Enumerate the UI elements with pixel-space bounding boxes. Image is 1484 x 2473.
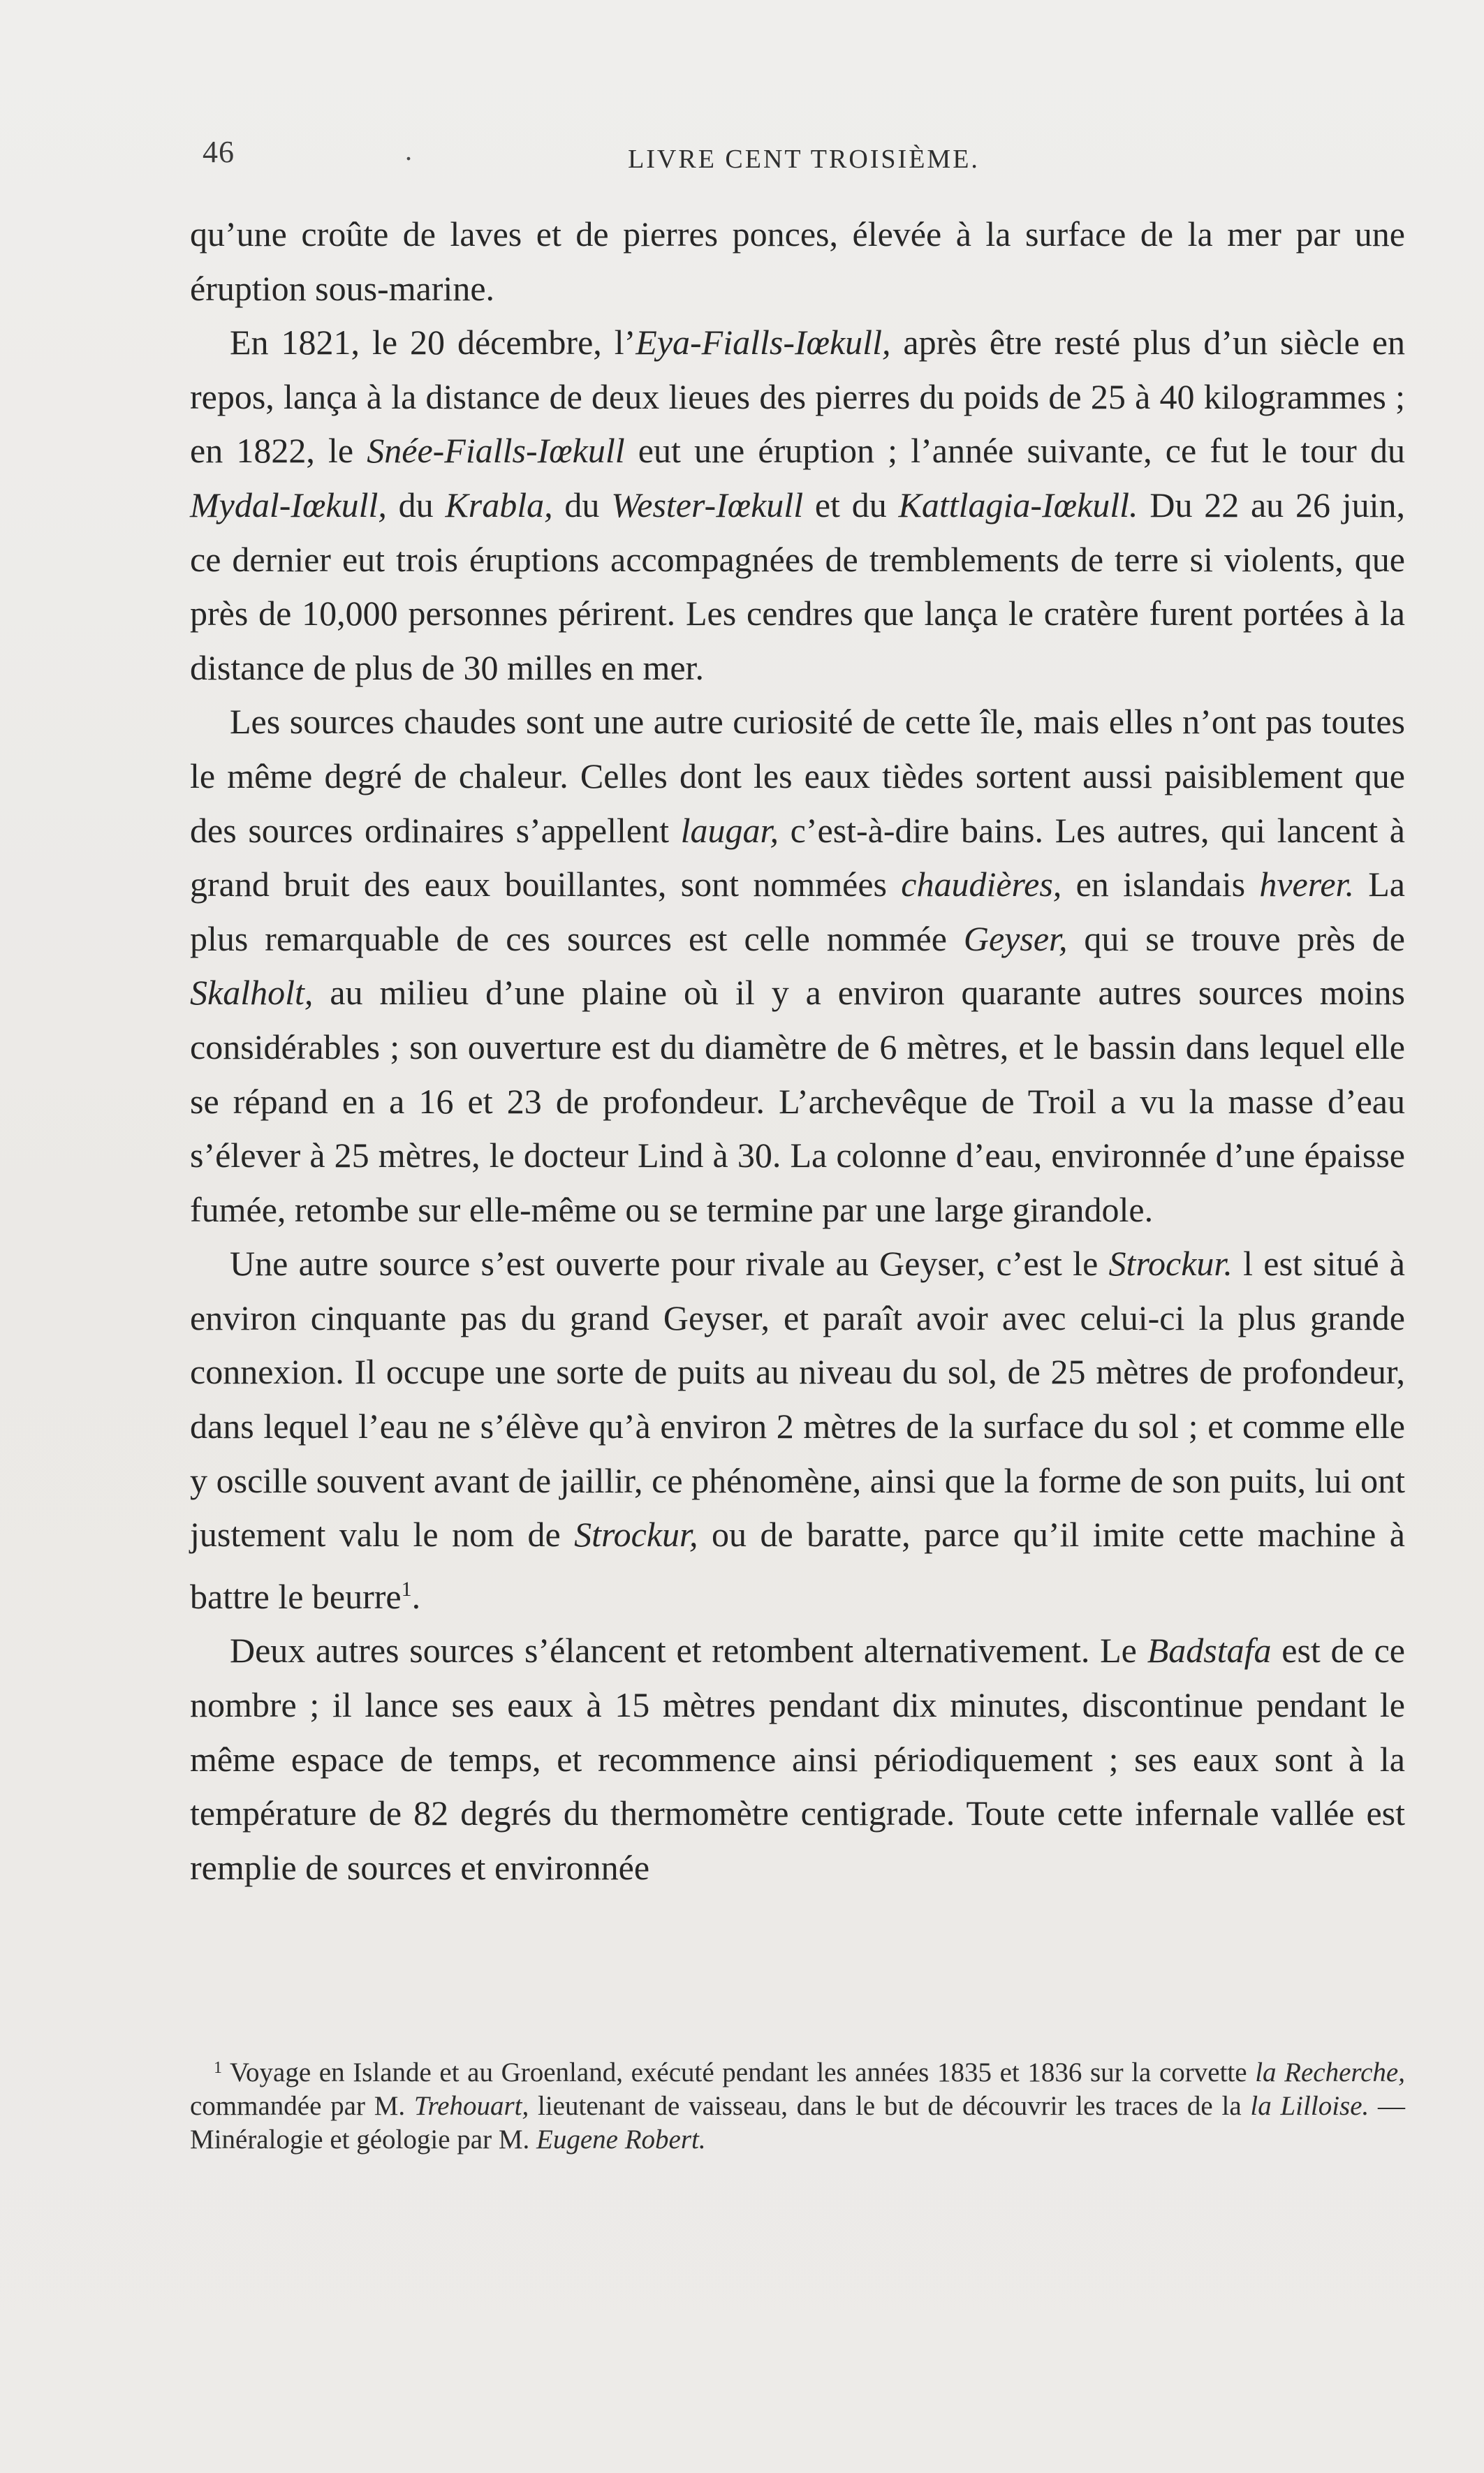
footnote-marker: 1 bbox=[214, 2059, 222, 2077]
paragraph-2 bbox=[190, 316, 1405, 695]
italic-term: Eugene Robert. bbox=[536, 2125, 706, 2155]
text-run: La plus remarquable de ces sources est celle nommée bbox=[190, 865, 1405, 958]
italic-term: Strockur, bbox=[574, 1515, 698, 1555]
italic-term: hverer. bbox=[1259, 865, 1354, 904]
italic-term: la Lilloise. bbox=[1250, 2091, 1369, 2121]
italic-term: chaudières, bbox=[901, 865, 1062, 904]
text-run: commandée par M. bbox=[190, 2091, 414, 2121]
text-run: En 1821, le 20 décembre, l’ bbox=[230, 323, 636, 362]
page-number: 46 bbox=[203, 135, 235, 169]
italic-term: Skalholt, bbox=[190, 973, 314, 1013]
paragraph-1-text: qu’une croûte de laves et de pierres ponces, élevée à la surface de la mer par une éruption sous-marine. bbox=[190, 214, 1405, 308]
text-run: et du bbox=[803, 485, 899, 524]
italic-term: Badstafa bbox=[1147, 1631, 1272, 1671]
text-run: Du 22 au 26 juin, ce dernier eut trois éruptions accompagnées de tremblements de terre si violents, que près de 10,000 personnes périrent. Les cendres que lança le cratère furent portées à la distance de plus de 30 milles en mer. bbox=[190, 485, 1406, 687]
text-run: Les sources chaudes sont une autre curiosité de cette île, mais elles n’ont pas toutes le même degré de chaleur. Celles dont les eaux tièdes sortent aussi paisiblement que des sources ordinaires s’appellent bbox=[190, 702, 1405, 850]
text-run: du bbox=[386, 485, 446, 524]
text-run: après être resté plus d’un siècle en repos, lança à la distance de deux lieues des pierres du poids de 25 à 40 kilogrammes ; en 1822, le bbox=[190, 323, 1405, 471]
text-run: Une autre source s’est ouverte pour rivale au Geyser, c’est le bbox=[230, 1244, 1109, 1284]
italic-term: Geyser, bbox=[963, 918, 1068, 958]
footnote bbox=[190, 2051, 1405, 2157]
text-run: c’est-à-dire bains. Les autres, qui lancent à grand bruit des eaux bouillantes, sont nommées bbox=[190, 810, 1405, 904]
text-run: qui se trouve près de bbox=[1067, 918, 1405, 958]
paragraph-1 bbox=[190, 207, 1405, 316]
italic-term: Krabla, bbox=[445, 485, 553, 524]
italic-term: la Recherche, bbox=[1255, 2057, 1405, 2087]
paragraph-5 bbox=[190, 1624, 1405, 1895]
text-run: . bbox=[411, 1576, 421, 1616]
italic-term: Kattlagia-Iœkull. bbox=[898, 485, 1138, 524]
italic-term: Strockur. bbox=[1108, 1244, 1233, 1284]
page-header bbox=[203, 134, 1405, 176]
text-run: lieutenant de vaisseau, dans le but de découvrir les traces de la bbox=[529, 2091, 1251, 2121]
italic-term: Eya-Fialls-Iœkull, bbox=[636, 323, 891, 362]
italic-term: Snée-Fialls-Iœkull bbox=[367, 431, 625, 471]
text-run: l est situé à environ cinquante pas du grand Geyser, et paraît avoir avec celui-ci la plus grande connexion. Il occupe une sorte de puits au niveau du sol, de 25 mètres de profondeur, dans lequel l’eau ne s’élève qu’à environ 2 mètres de la surface du sol ; et comme elle y oscille souvent avant de jaillir, ce phénomène, ainsi que la forme de son puits, lui ont justement valu le nom de bbox=[190, 1244, 1405, 1555]
italic-term: laugar, bbox=[680, 810, 779, 850]
text-run: Voyage en Islande et au Groenland, exécuté pendant les années 1835 et 1836 sur la corvette bbox=[222, 2057, 1256, 2087]
header-dot: . bbox=[405, 135, 412, 166]
text-run: du bbox=[552, 485, 612, 524]
text-run: au milieu d’une plaine où il y a environ quarante autres sources moins considérables ; son ouverture est du diamètre de 6 mètres, et le bassin dans lequel elle se répand en a 16 et 23 de profondeur. L’archevêque de Troil a vu la masse d’eau s’élever à 25 mètres, le docteur Lind à 30. La colonne d’eau, environnée d’une épaisse fumée, retombe sur elle-même ou se termine par une large girandole. bbox=[190, 973, 1405, 1229]
italic-term: Wester-Iœkull bbox=[611, 485, 804, 524]
text-run: eut une éruption ; l’année suivante, ce fut le tour du bbox=[624, 431, 1405, 471]
text-run: — Minéralogie et géologie par M. bbox=[190, 2091, 1406, 2155]
footnote-1 bbox=[190, 2051, 1405, 2157]
text-run: Deux autres sources s’élancent et retombent alternativement. Le bbox=[230, 1631, 1147, 1671]
italic-term: Mydal-Iœkull, bbox=[190, 485, 387, 524]
body-text bbox=[190, 207, 1405, 1895]
paragraph-3 bbox=[190, 695, 1405, 1237]
text-run: ou de baratte, parce qu’il imite cette machine à battre le beurre bbox=[190, 1515, 1405, 1616]
text-run: est de ce nombre ; il lance ses eaux à 15 mètres pendant dix minutes, discontinue pendant le même espace de temps, et recommence ainsi périodiquement ; ses eaux sont à la température de 82 degrés du thermomètre centigrade. Toute cette infernale vallée est remplie de sources et environnée bbox=[190, 1631, 1405, 1887]
italic-term: Trehouart, bbox=[413, 2091, 529, 2121]
running-head: LIVRE CENT TROISIÈME. bbox=[628, 145, 980, 174]
footnote-reference[interactable]: 1 bbox=[401, 1577, 412, 1601]
text-run: en islandais bbox=[1061, 865, 1260, 904]
paragraph-4 bbox=[190, 1237, 1405, 1624]
